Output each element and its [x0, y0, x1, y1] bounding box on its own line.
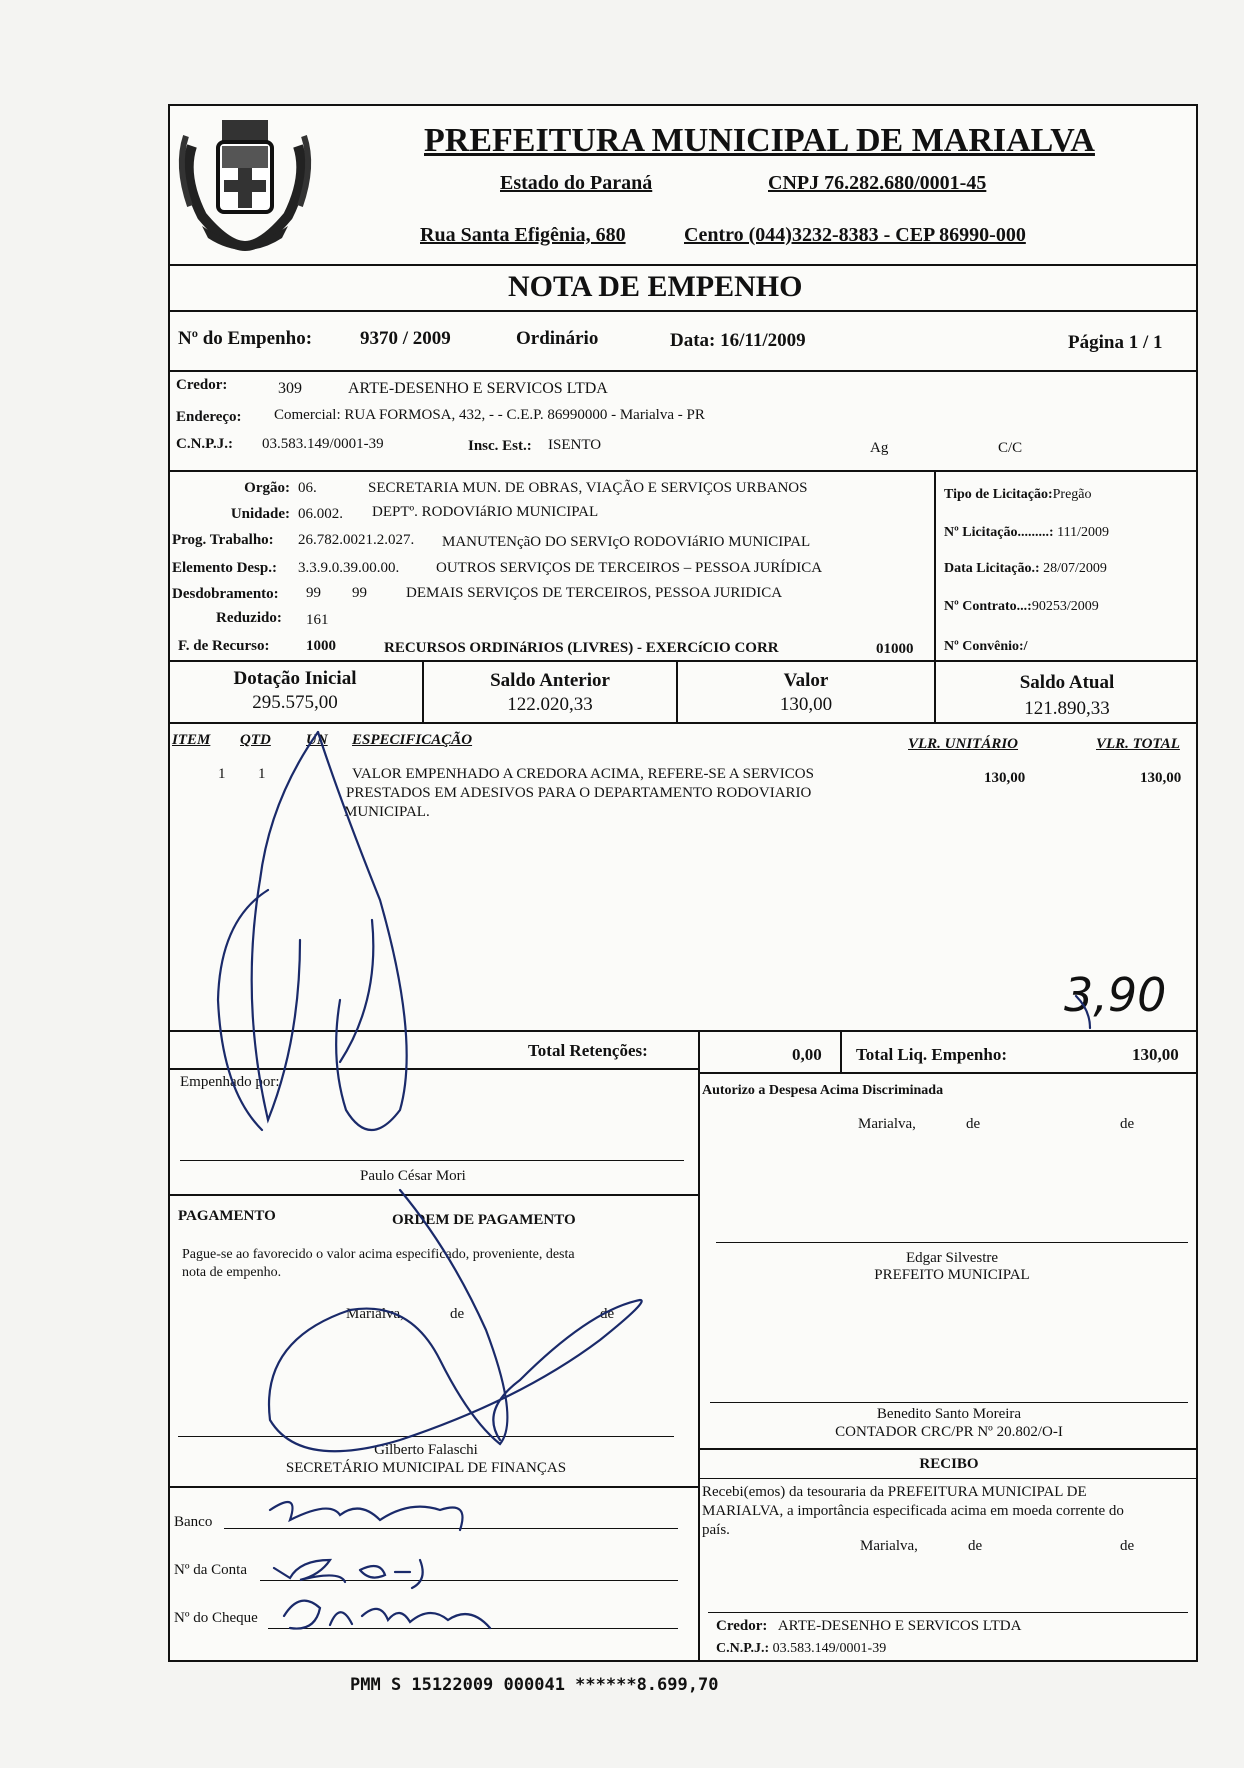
empenhado-name: Paulo César Mori [360, 1168, 466, 1184]
recibo-place: Marialva, [860, 1538, 918, 1554]
licitacao-tipo: Tipo de Licitação:Pregão [944, 487, 1092, 502]
item-vlr-unitario: 130,00 [984, 770, 1026, 786]
ag-label: Ag [870, 440, 889, 456]
unidade-name: DEPTº. RODOVIáRIO MUNICIPAL [372, 504, 599, 520]
handwritten-note: 3,90 [1064, 968, 1167, 1022]
credor-cnpj: 03.583.149/0001-39 [262, 436, 384, 452]
col-item: ITEM [172, 732, 211, 748]
empenho-type: Ordinário [516, 328, 599, 349]
col-qtd: QTD [240, 732, 271, 748]
recibo-de2: de [1120, 1538, 1135, 1554]
col-vlr-unitario: VLR. UNITÁRIO [908, 736, 1019, 752]
ordem-pagamento: ORDEM DE PAGAMENTO [392, 1212, 576, 1228]
item-desc-line2: PRESTADOS EM ADESIVOS PARA O DEPARTAMENTO RODOVIARIO [346, 785, 812, 801]
saldo-atual-label: Saldo Atual [1019, 672, 1115, 693]
pagamento-de2: de [600, 1306, 615, 1322]
pagamento-place: Marialva, [346, 1306, 404, 1322]
fonte-code: 1000 [306, 638, 336, 654]
orgao-code: 06. [298, 480, 317, 496]
recibo-title: RECIBO [919, 1456, 979, 1472]
fonte-num: 01000 [876, 641, 914, 657]
recibo-text-1: Recebi(emos) da tesouraria da PREFEITURA MUNICIPAL DE [702, 1484, 1087, 1500]
desdobramento-name: DEMAIS SERVIÇOS DE TERCEIROS, PESSOA JURIDICA [406, 585, 783, 601]
elemento-code: 3.3.9.0.39.00.00. [298, 560, 400, 576]
pagamento-de1: de [450, 1306, 465, 1322]
prog-label: Prog. Trabalho: [172, 532, 274, 548]
item-num: 1 [218, 766, 226, 782]
autorizo-place: Marialva, [858, 1116, 916, 1132]
header-cnpj: CNPJ 76.282.680/0001-45 [768, 172, 987, 194]
recibo-credor: Credor: ARTE-DESENHO E SERVICOS LTDA [716, 1618, 1022, 1634]
col-especificacao: ESPECIFICAÇÃO [352, 732, 473, 748]
item-qtd: 1 [258, 766, 266, 782]
saldo-anterior-label: Saldo Anterior [490, 670, 610, 691]
total-liq-label: Total Liq. Empenho: [856, 1045, 1007, 1064]
contador-name: Benedito Santo Moreira [876, 1406, 1022, 1422]
secretario-role: SECRETÁRIO MUNICIPAL DE FINANÇAS [285, 1460, 567, 1476]
header-contact: Centro (044)3232-8383 - CEP 86990-000 [684, 224, 1026, 246]
autorizo-de2: de [1120, 1116, 1135, 1132]
licitacao-data: Data Licitação.: 28/07/2009 [944, 561, 1107, 576]
total-liq-value: 130,00 [1132, 1045, 1179, 1064]
orgao-name: SECRETARIA MUN. DE OBRAS, VIAÇÃO E SERVIÇOS URBANOS [368, 480, 808, 496]
credor-code: 309 [278, 380, 302, 397]
pagamento-label: PAGAMENTO [178, 1208, 276, 1224]
empenhado-label: Empenhado por: [180, 1074, 280, 1090]
autorizo-title: Autorizo a Despesa Acima Discriminada [702, 1083, 944, 1098]
desdobramento-code2: 99 [352, 585, 367, 601]
elemento-name: OUTROS SERVIÇOS DE TERCEIROS – PESSOA JURÍDICA [436, 560, 823, 576]
banco-label: Banco [174, 1514, 213, 1530]
prog-name: MANUTENçãO DO SERVIçO RODOVIáRIO MUNICIPAL [442, 534, 811, 550]
item-desc-line1: VALOR EMPENHADO A CREDORA ACIMA, REFERE-SE A SERVICOS [352, 766, 814, 782]
recibo-text-3: país. [702, 1522, 730, 1538]
desdobramento-label: Desdobramento: [172, 586, 279, 602]
fonte-name: RECURSOS ORDINáRIOS (LIVRES) - EXERCíCIO CORR [384, 640, 779, 656]
empenho-number: 9370 / 2009 [360, 328, 451, 349]
unidade-label: Unidade: [230, 506, 290, 522]
conta-label: Nº da Conta [174, 1562, 247, 1578]
elemento-label: Elemento Desp.: [172, 560, 277, 576]
document-title: NOTA DE EMPENHO [508, 270, 803, 303]
endereco-label: Endereço: [176, 409, 242, 425]
credor-address: Comercial: RUA FORMOSA, 432, - - C.E.P. 86990000 - Marialva - PR [274, 407, 705, 423]
valor-value: 130,00 [779, 694, 833, 715]
credor-label: Credor: [176, 377, 228, 393]
unidade-code: 06.002. [298, 506, 343, 522]
cnpj-label: C.N.P.J.: [176, 436, 233, 452]
col-vlr-total: VLR. TOTAL [1096, 736, 1180, 752]
total-retencoes-label: Total Retenções: [528, 1041, 648, 1060]
prefeito-role: PREFEITO MUNICIPAL [874, 1267, 1030, 1283]
coat-of-arms-icon [172, 106, 318, 256]
recibo-text-2: MARIALVA, a importância especificada acima em moeda corrente do [702, 1503, 1124, 1519]
credor-insc: ISENTO [548, 437, 602, 453]
saldo-anterior-value: 122.020,33 [507, 694, 593, 715]
empenho-date: Data: 16/11/2009 [670, 330, 806, 351]
saldo-dotacao-value: 295.575,00 [252, 692, 338, 713]
contador-role: CONTADOR CRC/PR Nº 20.802/O-I [835, 1424, 1063, 1440]
header-title: PREFEITURA MUNICIPAL DE MARIALVA [424, 122, 1095, 159]
header-address: Rua Santa Efigênia, 680 [420, 224, 626, 246]
fonte-label: F. de Recurso: [178, 638, 270, 654]
orgao-label: Orgão: [244, 480, 290, 496]
credor-name: ARTE-DESENHO E SERVICOS LTDA [348, 380, 608, 397]
secretario-name: Gilberto Falaschi [374, 1442, 478, 1458]
cc-label: C/C [998, 440, 1023, 456]
recibo-de1: de [968, 1538, 983, 1554]
item-desc-line3: MUNICIPAL. [344, 804, 430, 820]
reduzido-value: 161 [306, 612, 329, 628]
autorizo-de1: de [966, 1116, 981, 1132]
licitacao-contrato: Nº Contrato...:90253/2009 [944, 599, 1099, 614]
pagamento-text-2: nota de empenho. [182, 1265, 282, 1280]
page-number: Página 1 / 1 [1068, 332, 1163, 353]
stamp: PMM S 15122009 000041 ******8.699,70 [350, 1675, 719, 1695]
insc-label: Insc. Est.: [468, 438, 532, 454]
empenho-label: Nº do Empenho: [178, 328, 313, 349]
licitacao-num: Nº Licitação.........: 111/2009 [944, 525, 1109, 540]
saldo-atual-value: 121.890,33 [1024, 698, 1110, 719]
pagamento-text-1: Pague-se ao favorecido o valor acima especificado, proveniente, desta [182, 1247, 575, 1262]
recibo-cnpj: C.N.P.J.: 03.583.149/0001-39 [716, 1641, 887, 1656]
prog-code: 26.782.0021.2.027. [298, 532, 415, 548]
licitacao-convenio: Nº Convênio:/ [944, 639, 1028, 654]
col-un: UN [306, 732, 328, 748]
item-vlr-total: 130,00 [1140, 770, 1182, 786]
desdobramento-code1: 99 [306, 585, 321, 601]
saldo-dotacao-label: Dotação Inicial [233, 668, 357, 689]
valor-label: Valor [783, 670, 829, 691]
cheque-label: Nº do Cheque [174, 1610, 258, 1626]
total-retencoes-value: 0,00 [792, 1045, 822, 1064]
header-state: Estado do Paraná [500, 172, 653, 194]
reduzido-label: Reduzido: [216, 610, 282, 626]
prefeito-name: Edgar Silvestre [905, 1250, 999, 1266]
